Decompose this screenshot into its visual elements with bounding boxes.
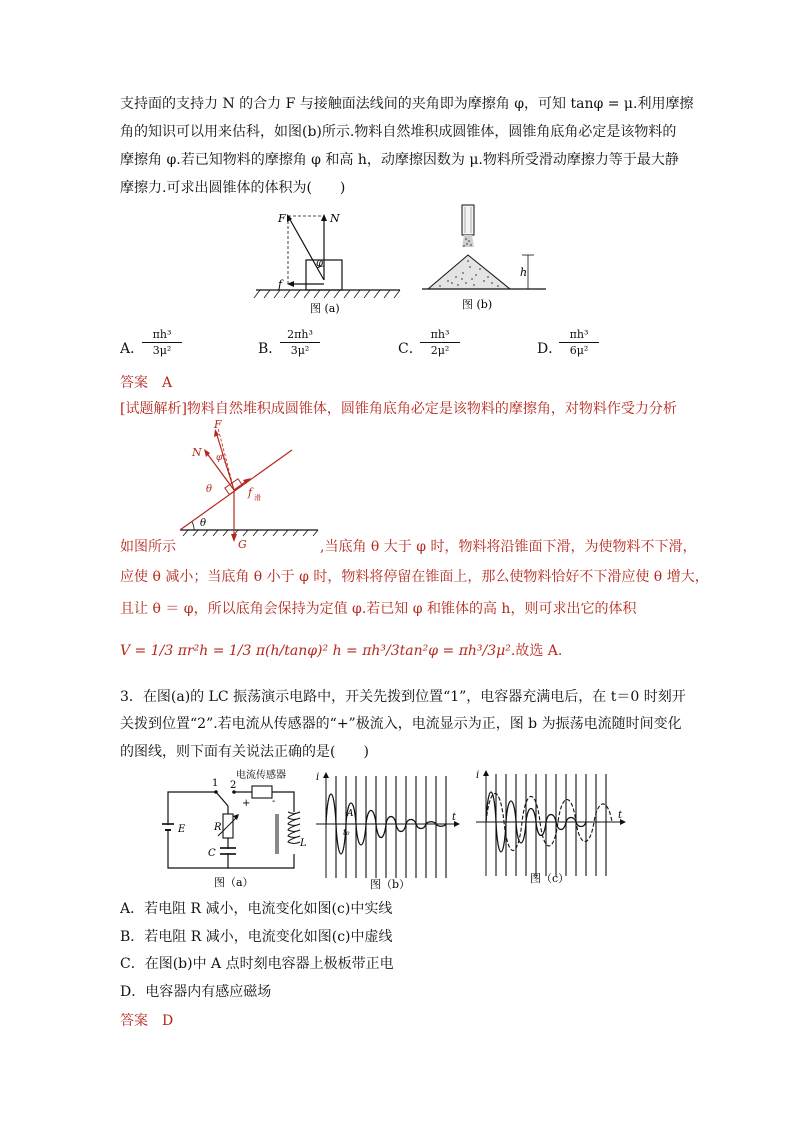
q3-stem-line-2: 关拨到位置“2”.若电流从传感器的“+”极流入，电流显示为正，图 b 为振荡电流随时间变化 <box>120 716 682 732</box>
figure-b-caption: 图 (b) <box>462 298 493 311</box>
option-c-label: C． <box>398 341 423 357</box>
option-d-denominator: 6μ² <box>569 344 589 357</box>
option-a-numerator: πh³ <box>142 328 182 343</box>
label-C: C <box>208 848 216 859</box>
graph-c-caption: 图（c） <box>530 872 570 885</box>
q2-stem-line-2: 角的知识可以用来估科，如图(b)所示.物料自然堆积成圆锥体，圆锥角底角必定是该物料的 <box>120 124 677 140</box>
graph-b-caption: 图（b） <box>370 878 411 891</box>
label-E: E <box>178 824 186 835</box>
q3-option-c[interactable]: C．在图(b)中 A 点时刻电容器上极板带正电 <box>120 956 394 972</box>
figure-graph-b <box>312 770 462 894</box>
lc-circuit-diagram <box>160 768 310 892</box>
label-f: f <box>278 278 283 291</box>
label-slope-phi: φ <box>216 453 223 463</box>
friction-diagram-a <box>252 208 402 318</box>
label-h: h <box>520 266 528 279</box>
q2-stem-line-1: 支持面的支持力 N 的合力 F 与接触面法线间的夹角即为摩擦角 φ，可知 tanφ = μ.利用摩擦 <box>120 96 694 112</box>
option-d-numerator: πh³ <box>559 328 599 343</box>
q3-answer: 答案 D <box>120 1013 174 1029</box>
figure-circuit-a <box>160 768 310 892</box>
q2-analysis-line-1b: ,当底角 θ 大于 φ 时，物料将沿锥面下滑，为使物料不下滑， <box>320 539 697 555</box>
q3-stem-line-1: 3．在图(a)的 LC 振荡演示电路中，开关先拨到位置“1”，电容器充满电后，在 t＝0 时刻开 <box>120 689 686 705</box>
graph-c-t-label: t <box>618 810 623 821</box>
label-switch-2: 2 <box>230 780 237 791</box>
slope-force-diagram <box>176 420 320 552</box>
label-plus: + <box>242 798 251 809</box>
circuit-caption: 图（a） <box>214 876 254 889</box>
q3-option-b[interactable]: B．若电阻 R 减小，电流变化如图(c)中虚线 <box>120 929 393 945</box>
q3-stem-line-3: 的图线，则下面有关说法正确的是( ) <box>120 744 369 760</box>
graph-b-t0-label: t₀ <box>343 828 350 837</box>
q3-option-a[interactable]: A．若电阻 R 减小，电流变化如图(c)中实线 <box>120 901 393 917</box>
label-theta-base: θ <box>200 518 207 529</box>
q2-formula-tail: .故选 A. <box>510 643 563 659</box>
label-L: L <box>300 838 307 849</box>
q2-formula <box>120 640 562 662</box>
q2-analysis-head: [试题解析]物料自然堆积成圆锥体，圆锥角底角必定是该物料的摩擦角，对物料作受力分析 <box>120 401 677 417</box>
figure-b <box>418 203 548 318</box>
graph-b-t-label: t <box>452 812 457 823</box>
option-d-label: D． <box>537 341 563 357</box>
label-N: N <box>330 212 340 225</box>
q3-option-d[interactable]: D．电容器内有感应磁场 <box>120 984 272 1000</box>
q2-stem-line-4: 摩擦力.可求出圆锥体的体积为( ) <box>120 180 346 196</box>
label-current-sensor: 电流传感器 <box>236 770 286 781</box>
label-slope-theta: θ <box>206 484 213 495</box>
graph-c-i-label: i <box>476 770 480 781</box>
figure-a <box>252 208 402 318</box>
label-minus: - <box>272 796 276 807</box>
option-a-denominator: 3μ² <box>152 344 172 357</box>
label-F: F <box>278 212 286 225</box>
q2-formula-body: V = 1/3 πr²h = 1/3 π(h/tanφ)² h = πh³/3tan²φ = πh³/3μ² <box>120 643 511 659</box>
option-b-label: B． <box>258 341 283 357</box>
q2-analysis-line-1a: 如图所示 <box>120 539 176 555</box>
label-slope-f-sub: 滑 <box>254 494 261 502</box>
option-c-numerator: πh³ <box>420 328 460 343</box>
figure-a-caption: 图 (a) <box>310 302 340 315</box>
option-b-denominator: 3μ² <box>290 344 310 357</box>
option-a-label: A． <box>120 341 145 357</box>
figure-slope-force <box>176 420 320 552</box>
label-slope-N: N <box>192 446 202 459</box>
graph-b-A-label: A <box>347 809 354 819</box>
label-switch-1: 1 <box>212 778 219 789</box>
graph-b-i-label: i <box>316 772 320 783</box>
figure-graph-c <box>472 768 628 892</box>
q2-stem-line-3: 摩擦角 φ.若已知物料的摩擦角 φ 和高 h，动摩擦因数为 μ.物料所受滑动摩擦力等于最大静 <box>120 152 679 168</box>
q2-analysis-line-3: 且让 θ ＝ φ，所以底角会保持为定值 φ.若已知 φ 和锥体的高 h，则可求出它的体积 <box>120 601 637 617</box>
q2-analysis-line-2: 应使 θ 减小；当底角 θ 小于 φ 时，物料将停留在锥面上，那么使物料恰好不下滑应使 θ 增大， <box>120 569 709 585</box>
cone-pile-diagram-b <box>418 203 548 318</box>
q2-answer: 答案 A <box>120 375 173 391</box>
damped-oscillation-graph-b <box>312 770 462 894</box>
label-phi: φ <box>316 258 324 269</box>
option-b-numerator: 2πh³ <box>280 328 320 343</box>
option-c-denominator: 2μ² <box>430 344 450 357</box>
label-slope-G: G <box>238 538 247 551</box>
label-slope-f: f <box>248 486 253 499</box>
oscillation-comparison-graph-c <box>472 768 628 892</box>
label-R: R <box>214 822 222 833</box>
label-slope-F: F <box>214 420 222 431</box>
